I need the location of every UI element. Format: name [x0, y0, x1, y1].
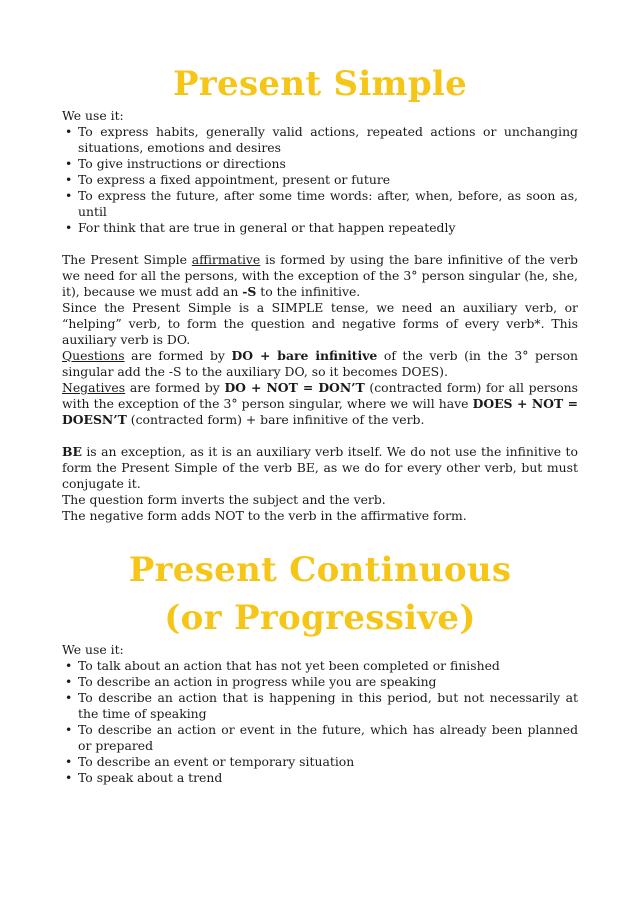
list-item: • To describe an action that is happening in this period, but not necessarily at the time of speaking	[78, 690, 578, 722]
heading-present-continuous: Present Continuous	[128, 550, 512, 590]
list-item: • To express a fixed appointment, present or future	[78, 172, 578, 188]
list-item: • To express the future, after some time words: after, when, before, as soon as, until	[78, 188, 578, 220]
list-item: • To talk about an action that has not yet been completed or finished	[78, 658, 578, 674]
continuous-intro: We use it:	[62, 642, 124, 657]
simple-uses-list	[62, 124, 578, 236]
list-item: • For think that are true in general or that happen repeatedly	[78, 220, 578, 236]
negatives-paragraph: Negatives are formed by DO + NOT = DON’T (contracted form) for all persons with the exception of the 3° person singular, where we will have DOES + NOT = DOESN’T (contracted form) + bare infinitive of the verb.	[62, 380, 579, 427]
negative-form-line: The negative form adds NOT to the verb in the affirmative form.	[62, 508, 467, 523]
heading-present-simple: Present Simple	[172, 64, 468, 104]
list-item: • To give instructions or directions	[78, 156, 578, 172]
list-item: • To describe an action or event in the future, which has already been planned or prepared	[78, 722, 578, 754]
question-form-line: The question form inverts the subject and the verb.	[62, 492, 386, 507]
list-item: • To express habits, generally valid actions, repeated actions or unchanging situations, emotions and desires	[78, 124, 578, 156]
heading-or-progressive: (or Progressive)	[164, 598, 476, 638]
list-item: • To describe an action in progress while you are speaking	[78, 674, 578, 690]
continuous-uses-list	[62, 658, 578, 786]
simple-intro: We use it:	[62, 108, 124, 123]
be-exception-paragraph: BE is an exception, as it is an auxiliary verb itself. We do not use the infinitive to form the Present Simple of the verb BE, as we do for every other verb, but must conjugate it.	[62, 444, 578, 491]
list-item: • To speak about a trend	[78, 770, 578, 786]
questions-paragraph: Questions are formed by DO + bare infinitive of the verb (in the 3° person singular add the -S to the auxiliary DO, so it becomes DOES).	[62, 348, 579, 379]
list-item: • To describe an event or temporary situation	[78, 754, 578, 770]
affirmative-paragraph: The Present Simple affirmative is formed by using the bare infinitive of the verb we need for all the persons, with the exception of the 3° person singular (he, she, it), because we must add an -S to the infinitive.	[62, 252, 578, 299]
auxiliary-paragraph: Since the Present Simple is a SIMPLE tense, we need an auxiliary verb, or “helping” verb, to form the question and negative forms of every verb*. This auxiliary verb is DO.	[62, 300, 578, 347]
